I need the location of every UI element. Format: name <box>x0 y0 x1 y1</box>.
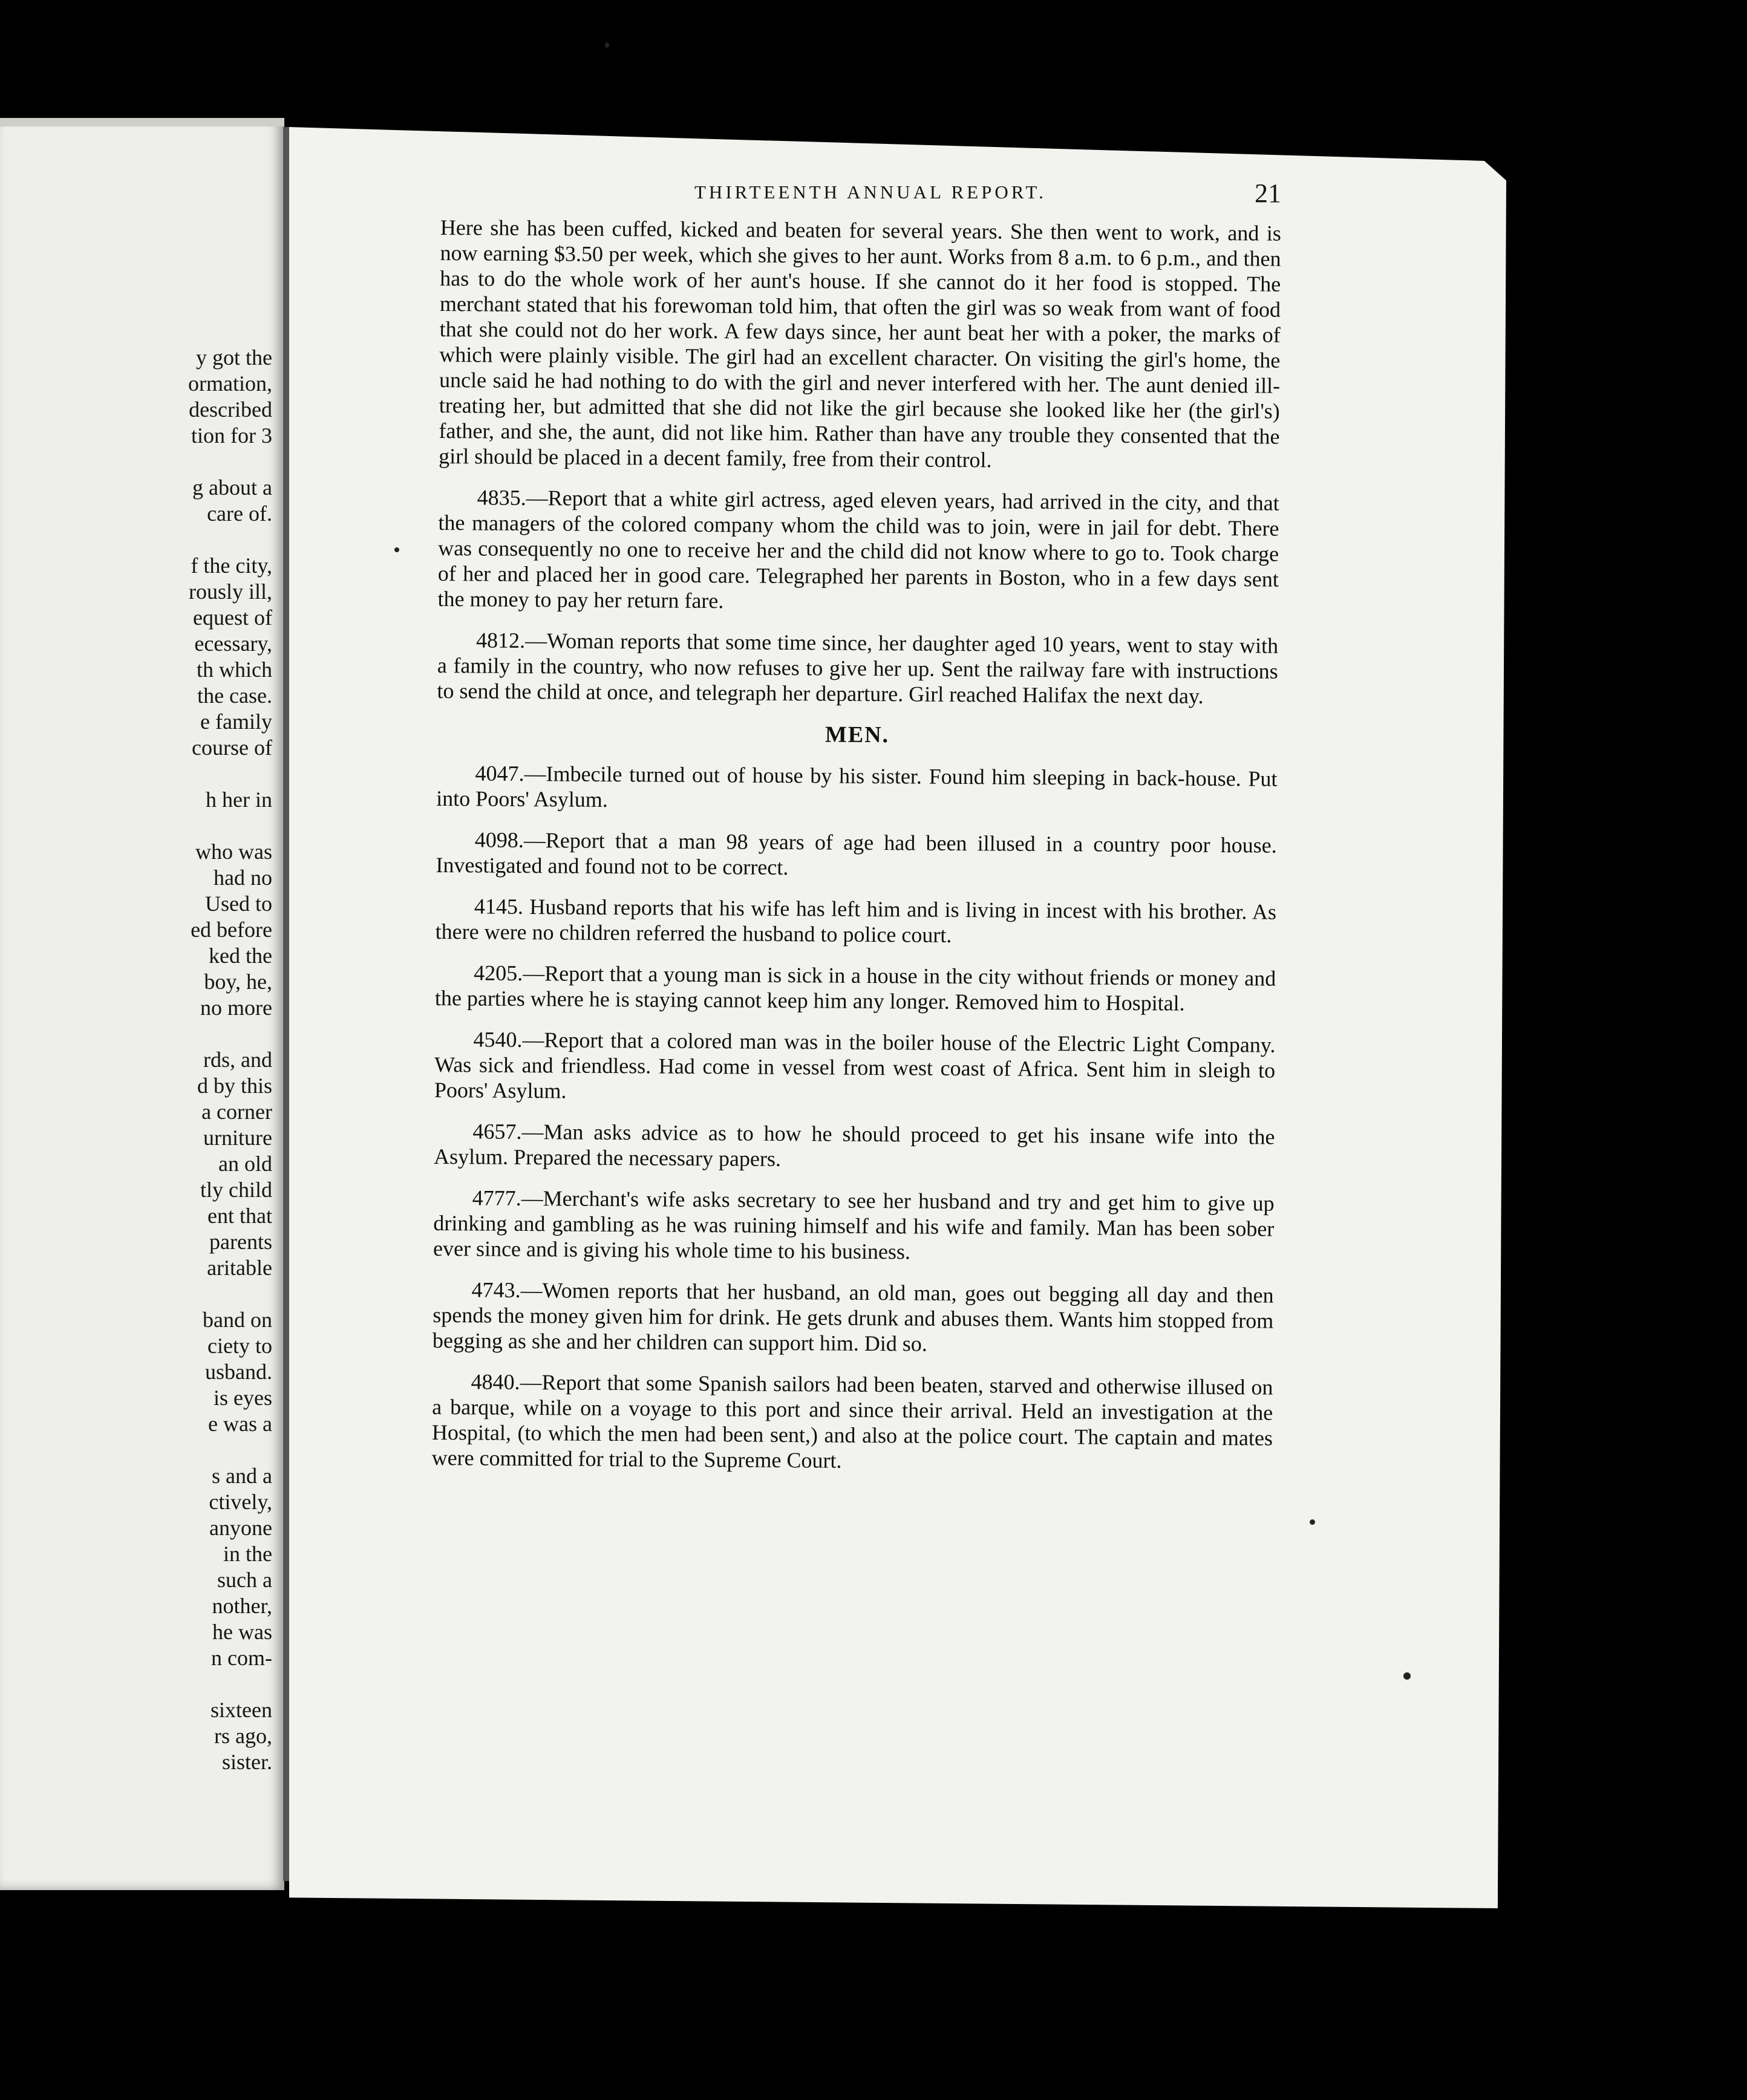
left-page-line: who was <box>195 840 272 864</box>
left-page-line: tly child <box>200 1178 272 1202</box>
paper-speck <box>1403 1672 1411 1680</box>
left-page-line <box>12 1021 272 1047</box>
left-page-line: a corner <box>201 1100 272 1124</box>
left-page-line <box>12 449 272 475</box>
left-page <box>0 118 284 1890</box>
page-number: 21 <box>1255 178 1281 208</box>
left-page-line: th which <box>197 657 272 682</box>
left-page-line: e was a <box>208 1412 272 1436</box>
left-page-line <box>12 1281 272 1307</box>
paper-speck <box>394 547 399 552</box>
case-entry: 4812.—Woman reports that some time since, her daughter aged 10 years, went to stay with a family in the country, who now refuses to give her up. Sent the railway fare with instructions to send the child at once, and telegraph her departure. Girl reached Halifax the next day. <box>437 628 1279 708</box>
left-page-line: anyone <box>209 1516 272 1540</box>
left-page-line: ecessary, <box>194 631 272 656</box>
case-entry: 4657.—Man asks advice as to how he should proceed to get his insane wife into the Asylum. Prepared the necessary papers. <box>433 1119 1275 1171</box>
left-page-edge <box>0 118 284 126</box>
left-page-line <box>12 527 272 553</box>
case-entry: 4840.—Report that some Spanish sailors had been beaten, starved and otherwise illused on a barque, while on a voyage to this port and since their arrival. Held an investigation at the Hospital, (to which the men had been sent,) and also at the police court. The captain and mates were committed for trial to the Supreme Court. <box>431 1369 1273 1473</box>
left-page-line <box>12 1671 272 1697</box>
left-page-line: the case. <box>197 683 272 708</box>
left-page-line: sister. <box>221 1750 272 1774</box>
paper-speck <box>605 42 609 48</box>
left-page-line: urniture <box>203 1126 272 1150</box>
running-title: THIRTEENTH ANNUAL REPORT. <box>694 181 1047 203</box>
case-entry: 4835.—Report that a white girl actress, aged eleven years, had arrived in the city, and that the managers of the colored company whom the child was to join, were in jail for debt. There was consequently no one to receive her and the child did not know where to go to. Took charge of her and placed her in good care. Telegraphed her parents in Boston, who in a few days sent the money to pay her return fare. <box>437 485 1279 613</box>
left-page-line <box>12 761 272 787</box>
running-head <box>404 178 1281 218</box>
left-page-line: g about a <box>192 475 272 500</box>
left-page-line: rously ill, <box>188 579 272 604</box>
left-page-line: ciety to <box>207 1334 272 1358</box>
left-page-line <box>12 1437 272 1463</box>
opening-paragraph: Here she has been cuffed, kicked and beaten for several years. She then went to work, and is now earning $3.50 per week, which she gives to her aunt. Works from 8 a.m. to 6 p.m., and then has to do the whole work of her aunt's house. If she cannot do it her food is stopped. The merchant stated that his forewoman told him, that often the girl was so weak from want of food that she could not do her work. A few days since, her aunt beat her with a poker, the marks of which were plainly visible. The girl had an excellent character. On visiting the girl's home, the uncle said he had nothing to do with the girl and never interfered with her. The aunt denied ill-treating her, but admitted that she did not like the girl because she looked like her (the girl's) father, and she, the aunt, did not like him. Rather than have any trouble they consented that the girl should be placed in a decent family, free from their control. <box>439 215 1281 472</box>
left-page-line: boy, he, <box>204 970 272 994</box>
left-page-line: course of <box>192 735 272 760</box>
left-page-line: nother, <box>212 1594 272 1618</box>
left-page-line: s and a <box>212 1464 272 1488</box>
left-page-line: n com- <box>211 1646 272 1670</box>
left-page-line: tion for 3 <box>191 423 272 448</box>
left-page-line: equest of <box>193 605 272 630</box>
left-page-line: such a <box>217 1568 272 1592</box>
left-page-line: Used to <box>205 892 272 916</box>
left-page-line: rds, and <box>203 1048 272 1072</box>
left-page-line: he was <box>212 1620 272 1644</box>
case-entry: 4098.—Report that a man 98 years of age had been illused in a country poor house. Investigated and found not to be correct. <box>436 827 1277 880</box>
left-page-line: an old <box>218 1152 272 1176</box>
left-page-line: is eyes <box>214 1386 272 1410</box>
paper-speck <box>1310 1519 1315 1525</box>
left-page-line <box>12 813 272 839</box>
left-page-line: ed before <box>191 918 272 942</box>
left-page-line: sixteen <box>211 1698 272 1722</box>
left-page-line: band on <box>203 1308 272 1332</box>
left-page-line: aritable <box>207 1256 272 1280</box>
left-page-line: had no <box>214 866 272 890</box>
left-page-line: usband. <box>205 1360 272 1384</box>
case-entry: 4205.—Report that a young man is sick in a house in the city without friends or money and the parties where he is staying cannot keep him any longer. Removed him to Hospital. <box>434 960 1276 1016</box>
left-page-line: ctively, <box>209 1490 272 1514</box>
left-page-line: parents <box>209 1230 272 1254</box>
left-page-line: d by this <box>197 1074 272 1098</box>
left-page-line: ent that <box>207 1204 272 1228</box>
case-entry: 4743.—Women reports that her husband, an old man, goes out begging all day and then spends the money given him for drink. He gets drunk and abuses them. Wants him stopped from begging as she and her children can support him. Did so. <box>432 1277 1274 1356</box>
left-page-line: described <box>189 397 272 422</box>
case-entry: 4047.—Imbecile turned out of house by his sister. Found him sleeping in back-house. Put into Poors' Asylum. <box>436 761 1278 812</box>
left-page-line: f the city, <box>191 553 272 578</box>
left-page-text <box>12 345 272 1775</box>
left-page-line: ked the <box>209 944 272 968</box>
left-page-line: ormation, <box>188 371 272 396</box>
left-page-line: in the <box>223 1542 272 1566</box>
section-heading: MEN. <box>825 722 890 748</box>
left-page-line: no more <box>200 996 272 1020</box>
left-page-line: care of. <box>207 501 272 526</box>
case-entry: 4777.—Merchant's wife asks secretary to see her husband and try and get him to give up drinking and gambling as he was ruining himself and his wife and family. Man has been sober ever since and is giving his whole time to his business. <box>433 1185 1275 1264</box>
page-body <box>431 215 1281 1492</box>
left-page-line: h her in <box>206 788 272 812</box>
case-entry: 4145. Husband reports that his wife has left him and is living in incest with his brother. As there were no children referred the husband to police court. <box>435 894 1277 947</box>
left-page-line: e family <box>200 709 272 734</box>
case-entry: 4540.—Report that a colored man was in the boiler house of the Electric Light Company. Was sick and friendless. Had come in vessel from west coast of Africa. Sent him in sleigh to Poors' Asylum. <box>434 1027 1276 1103</box>
left-page-line: y got the <box>196 345 272 370</box>
left-page-line: rs ago, <box>214 1724 272 1748</box>
